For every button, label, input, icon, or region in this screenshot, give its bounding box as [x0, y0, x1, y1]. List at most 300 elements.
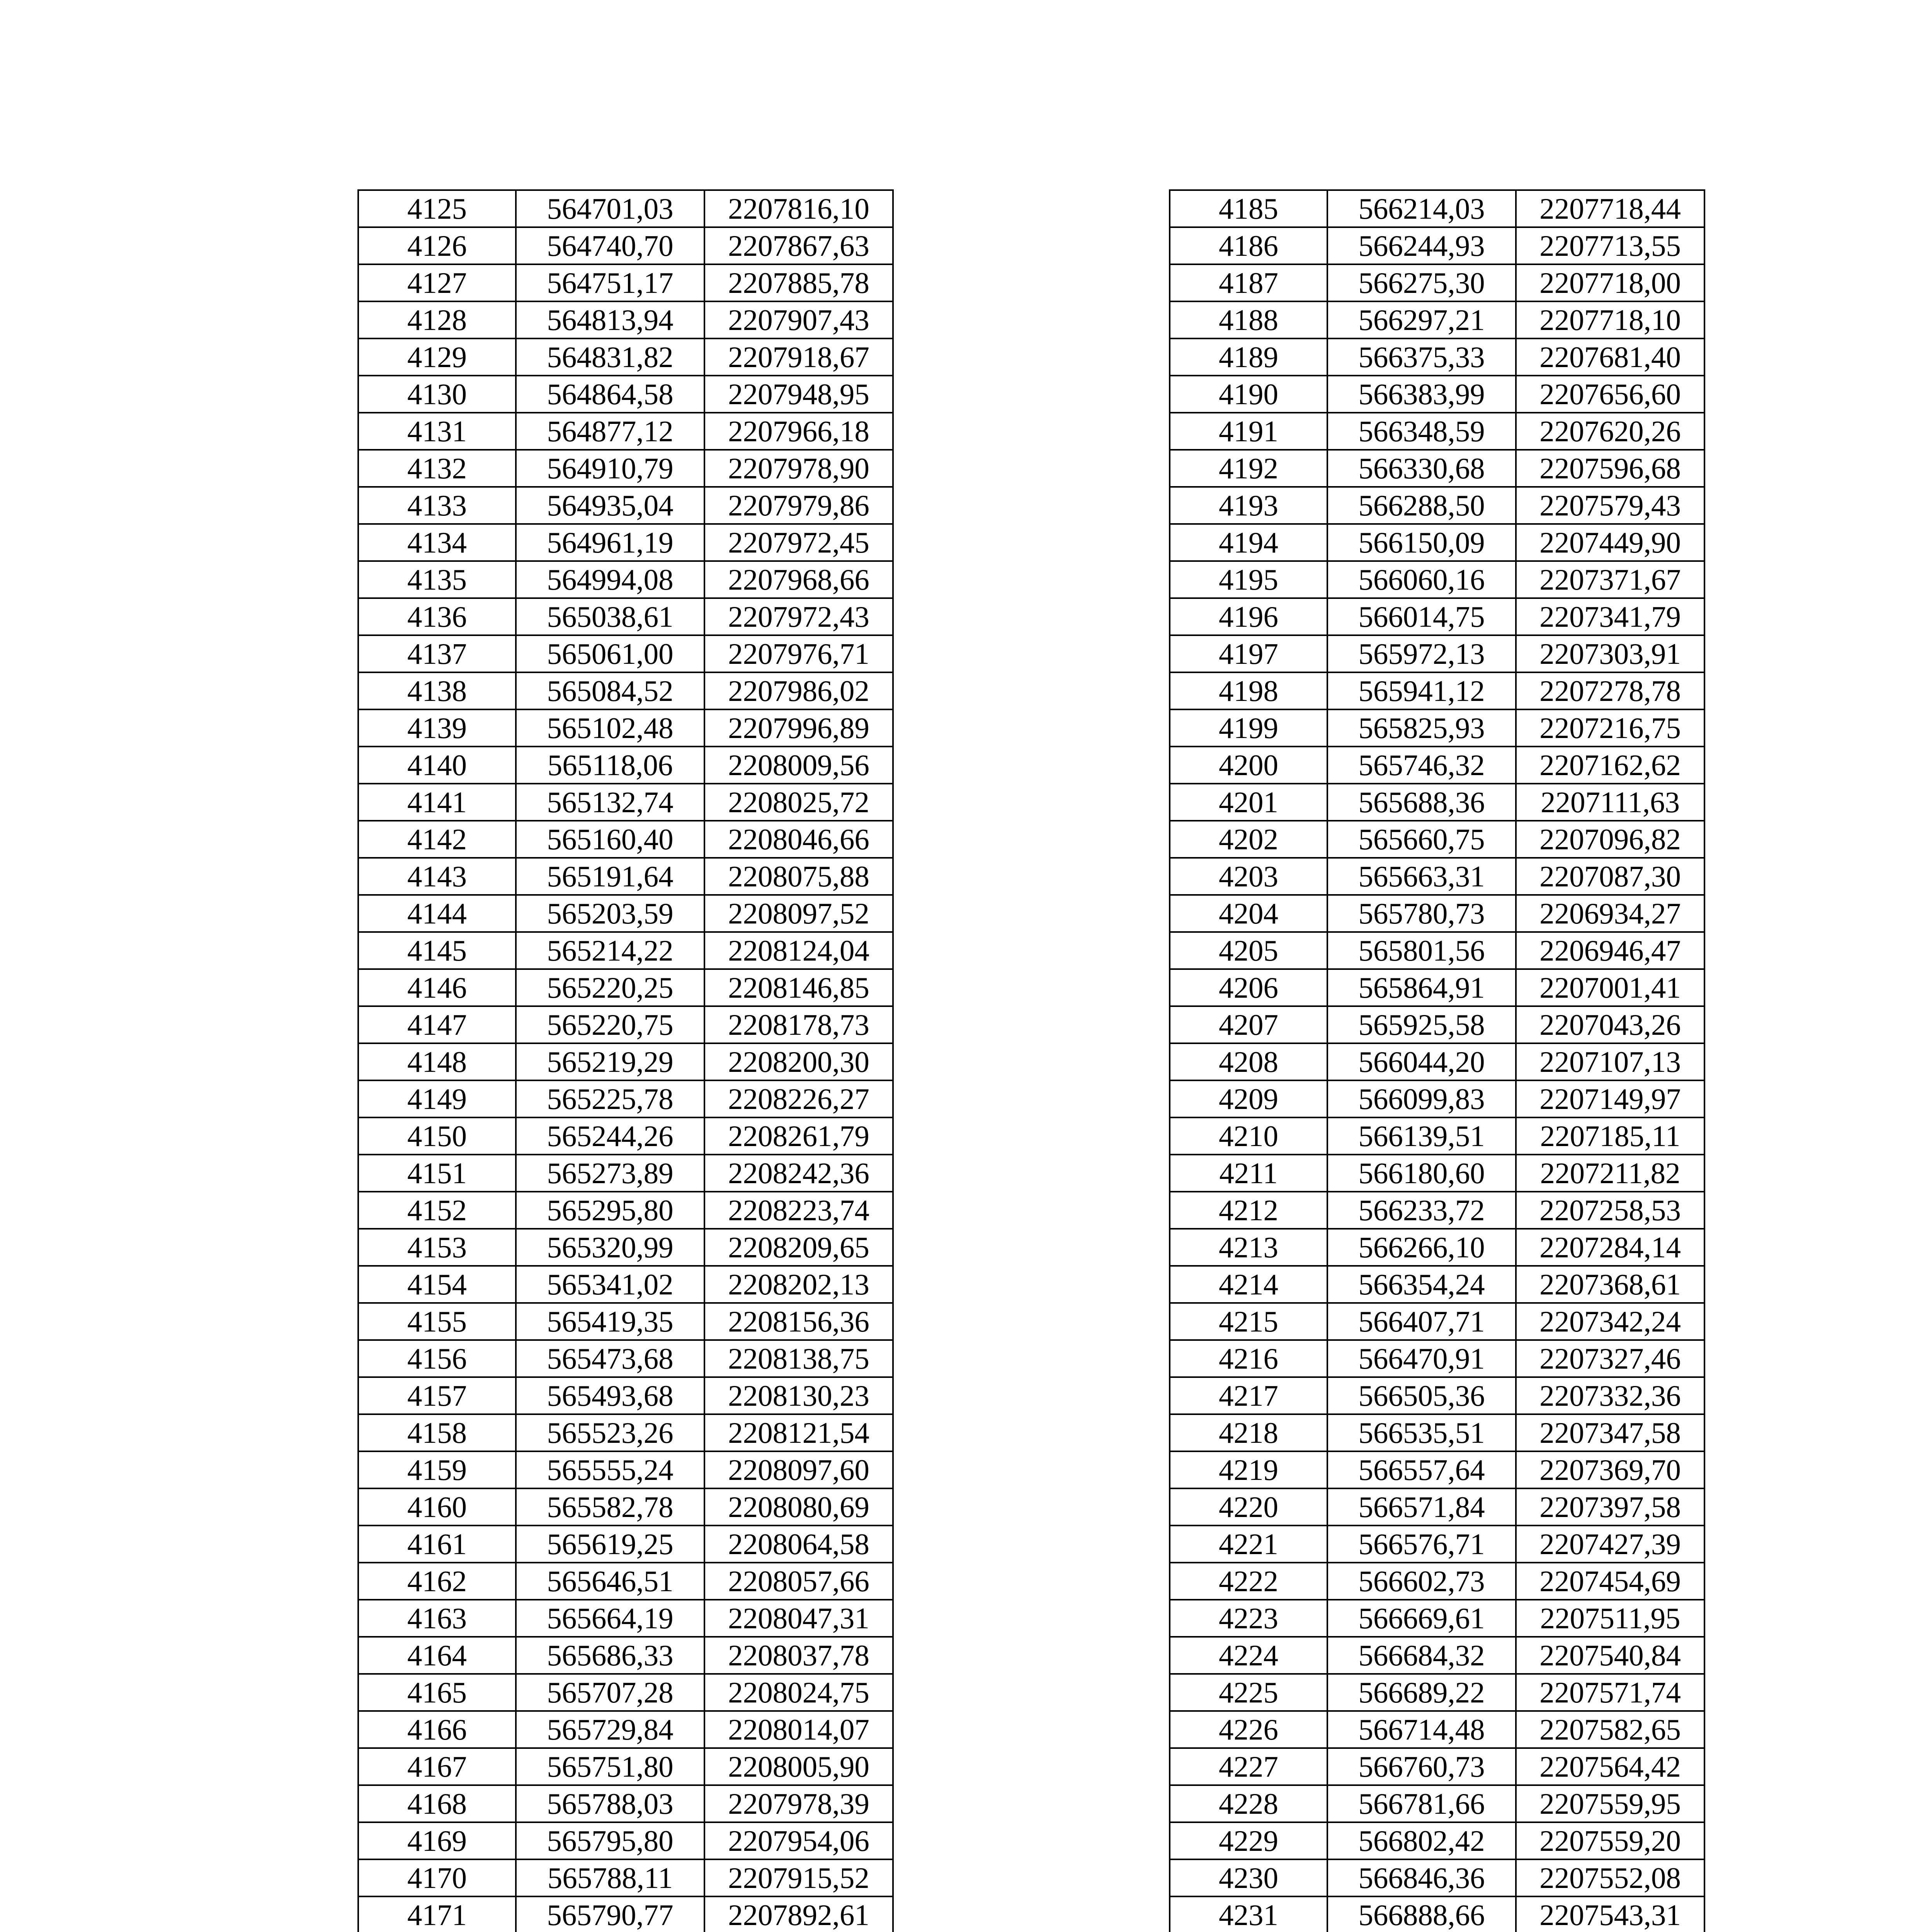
- x-coordinate-cell: 566214,03: [1327, 190, 1516, 227]
- y-coordinate-cell: 2207211,82: [1516, 1155, 1704, 1192]
- point-number-cell: 4142: [358, 821, 516, 858]
- point-number-cell: 4225: [1170, 1674, 1327, 1711]
- table-row: [358, 1414, 893, 1451]
- x-coordinate-cell: 564813,94: [516, 301, 704, 338]
- y-coordinate-cell: 2207979,86: [704, 487, 893, 524]
- point-number-cell: 4215: [1170, 1303, 1327, 1340]
- y-coordinate-cell: 2207543,31: [1516, 1896, 1704, 1932]
- y-coordinate-cell: 2207327,46: [1516, 1340, 1704, 1377]
- table-row: [1170, 635, 1704, 672]
- table-row: [358, 1526, 893, 1563]
- x-coordinate-cell: 565788,11: [516, 1859, 704, 1896]
- x-coordinate-cell: 566297,21: [1327, 301, 1516, 338]
- table-row: [1170, 413, 1704, 450]
- x-coordinate-cell: 566233,72: [1327, 1192, 1516, 1229]
- point-number-cell: 4201: [1170, 784, 1327, 821]
- x-coordinate-cell: 565941,12: [1327, 672, 1516, 709]
- x-coordinate-cell: 565160,40: [516, 821, 704, 858]
- y-coordinate-cell: 2207885,78: [704, 264, 893, 301]
- y-coordinate-cell: 2208080,69: [704, 1488, 893, 1526]
- y-coordinate-cell: 2206934,27: [1516, 895, 1704, 932]
- point-number-cell: 4153: [358, 1229, 516, 1266]
- x-coordinate-cell: 566150,09: [1327, 524, 1516, 561]
- point-number-cell: 4218: [1170, 1414, 1327, 1451]
- point-number-cell: 4221: [1170, 1526, 1327, 1563]
- point-number-cell: 4166: [358, 1711, 516, 1748]
- point-number-cell: 4162: [358, 1563, 516, 1600]
- x-coordinate-cell: 566846,36: [1327, 1859, 1516, 1896]
- point-number-cell: 4190: [1170, 376, 1327, 413]
- table-row: [358, 1674, 893, 1711]
- point-number-cell: 4138: [358, 672, 516, 709]
- point-number-cell: 4165: [358, 1674, 516, 1711]
- table-row: [1170, 1488, 1704, 1526]
- table-row: [358, 672, 893, 709]
- x-coordinate-cell: 565664,19: [516, 1600, 704, 1637]
- x-coordinate-cell: 565788,03: [516, 1785, 704, 1822]
- x-coordinate-cell: 566888,66: [1327, 1896, 1516, 1932]
- y-coordinate-cell: 2208097,60: [704, 1451, 893, 1488]
- point-number-cell: 4155: [358, 1303, 516, 1340]
- y-coordinate-cell: 2207347,58: [1516, 1414, 1704, 1451]
- y-coordinate-cell: 2208261,79: [704, 1117, 893, 1155]
- x-coordinate-cell: 565273,89: [516, 1155, 704, 1192]
- table-row: [1170, 1043, 1704, 1080]
- table-row: [358, 1266, 893, 1303]
- table-row: [358, 487, 893, 524]
- table-row: [1170, 598, 1704, 635]
- table-row: [358, 598, 893, 635]
- table-row: [1170, 709, 1704, 747]
- point-number-cell: 4134: [358, 524, 516, 561]
- point-number-cell: 4136: [358, 598, 516, 635]
- y-coordinate-cell: 2207972,43: [704, 598, 893, 635]
- x-coordinate-cell: 565780,73: [1327, 895, 1516, 932]
- table-row: [358, 858, 893, 895]
- y-coordinate-cell: 2208156,36: [704, 1303, 893, 1340]
- table-row: [358, 1117, 893, 1155]
- x-coordinate-cell: 565203,59: [516, 895, 704, 932]
- table-row: [1170, 1711, 1704, 1748]
- x-coordinate-cell: 565663,31: [1327, 858, 1516, 895]
- point-number-cell: 4144: [358, 895, 516, 932]
- table-row: [1170, 1080, 1704, 1117]
- point-number-cell: 4229: [1170, 1822, 1327, 1859]
- point-number-cell: 4163: [358, 1600, 516, 1637]
- x-coordinate-cell: 565523,26: [516, 1414, 704, 1451]
- coordinates-table-body: [358, 190, 893, 1932]
- x-coordinate-cell: 566689,22: [1327, 1674, 1516, 1711]
- point-number-cell: 4192: [1170, 450, 1327, 487]
- point-number-cell: 4216: [1170, 1340, 1327, 1377]
- x-coordinate-cell: 566060,16: [1327, 561, 1516, 598]
- x-coordinate-cell: 565972,13: [1327, 635, 1516, 672]
- x-coordinate-cell: 565582,78: [516, 1488, 704, 1526]
- y-coordinate-cell: 2207681,40: [1516, 338, 1704, 376]
- point-number-cell: 4147: [358, 1006, 516, 1043]
- table-row: [358, 1711, 893, 1748]
- x-coordinate-cell: 566375,33: [1327, 338, 1516, 376]
- table-row: [1170, 487, 1704, 524]
- y-coordinate-cell: 2208005,90: [704, 1748, 893, 1785]
- point-number-cell: 4135: [358, 561, 516, 598]
- point-number-cell: 4224: [1170, 1637, 1327, 1674]
- table-row: [358, 747, 893, 784]
- x-coordinate-cell: 565341,02: [516, 1266, 704, 1303]
- table-row: [1170, 1192, 1704, 1229]
- x-coordinate-cell: 565707,28: [516, 1674, 704, 1711]
- x-coordinate-cell: 565220,75: [516, 1006, 704, 1043]
- point-number-cell: 4208: [1170, 1043, 1327, 1080]
- x-coordinate-cell: 564751,17: [516, 264, 704, 301]
- point-number-cell: 4150: [358, 1117, 516, 1155]
- y-coordinate-cell: 2208046,66: [704, 821, 893, 858]
- table-row: [1170, 1229, 1704, 1266]
- x-coordinate-cell: 564935,04: [516, 487, 704, 524]
- table-row: [1170, 227, 1704, 264]
- x-coordinate-cell: 566602,73: [1327, 1563, 1516, 1600]
- table-row: [1170, 190, 1704, 227]
- point-number-cell: 4213: [1170, 1229, 1327, 1266]
- coordinates-table-left: [357, 189, 894, 1932]
- point-number-cell: 4161: [358, 1526, 516, 1563]
- x-coordinate-cell: 565214,22: [516, 932, 704, 969]
- y-coordinate-cell: 2207986,02: [704, 672, 893, 709]
- point-number-cell: 4164: [358, 1637, 516, 1674]
- y-coordinate-cell: 2207559,95: [1516, 1785, 1704, 1822]
- table-row: [358, 1303, 893, 1340]
- y-coordinate-cell: 2207579,43: [1516, 487, 1704, 524]
- y-coordinate-cell: 2207571,74: [1516, 1674, 1704, 1711]
- table-row: [358, 1785, 893, 1822]
- point-number-cell: 4126: [358, 227, 516, 264]
- y-coordinate-cell: 2207258,53: [1516, 1192, 1704, 1229]
- table-row: [358, 709, 893, 747]
- y-coordinate-cell: 2207713,55: [1516, 227, 1704, 264]
- point-number-cell: 4152: [358, 1192, 516, 1229]
- y-coordinate-cell: 2207718,00: [1516, 264, 1704, 301]
- x-coordinate-cell: 566330,68: [1327, 450, 1516, 487]
- y-coordinate-cell: 2208138,75: [704, 1340, 893, 1377]
- y-coordinate-cell: 2208242,36: [704, 1155, 893, 1192]
- point-number-cell: 4149: [358, 1080, 516, 1117]
- x-coordinate-cell: 564877,12: [516, 413, 704, 450]
- point-number-cell: 4209: [1170, 1080, 1327, 1117]
- y-coordinate-cell: 2207907,43: [704, 301, 893, 338]
- point-number-cell: 4168: [358, 1785, 516, 1822]
- point-number-cell: 4212: [1170, 1192, 1327, 1229]
- y-coordinate-cell: 2207968,66: [704, 561, 893, 598]
- table-row: [1170, 1340, 1704, 1377]
- point-number-cell: 4223: [1170, 1600, 1327, 1637]
- x-coordinate-cell: 564831,82: [516, 338, 704, 376]
- point-number-cell: 4198: [1170, 672, 1327, 709]
- point-number-cell: 4141: [358, 784, 516, 821]
- y-coordinate-cell: 2208037,78: [704, 1637, 893, 1674]
- table-row: [358, 264, 893, 301]
- table-row: [358, 1155, 893, 1192]
- y-coordinate-cell: 2207978,90: [704, 450, 893, 487]
- point-number-cell: 4158: [358, 1414, 516, 1451]
- y-coordinate-cell: 2207284,14: [1516, 1229, 1704, 1266]
- y-coordinate-cell: 2207278,78: [1516, 672, 1704, 709]
- table-row: [1170, 1674, 1704, 1711]
- point-number-cell: 4203: [1170, 858, 1327, 895]
- table-row: [358, 1340, 893, 1377]
- point-number-cell: 4199: [1170, 709, 1327, 747]
- table-row: [358, 784, 893, 821]
- x-coordinate-cell: 565102,48: [516, 709, 704, 747]
- point-number-cell: 4143: [358, 858, 516, 895]
- point-number-cell: 4159: [358, 1451, 516, 1488]
- point-number-cell: 4170: [358, 1859, 516, 1896]
- y-coordinate-cell: 2207718,10: [1516, 301, 1704, 338]
- y-coordinate-cell: 2208024,75: [704, 1674, 893, 1711]
- x-coordinate-cell: 566348,59: [1327, 413, 1516, 450]
- point-number-cell: 4231: [1170, 1896, 1327, 1932]
- x-coordinate-cell: 566099,83: [1327, 1080, 1516, 1117]
- x-coordinate-cell: 566139,51: [1327, 1117, 1516, 1155]
- y-coordinate-cell: 2207582,65: [1516, 1711, 1704, 1748]
- y-coordinate-cell: 2208178,73: [704, 1006, 893, 1043]
- point-number-cell: 4197: [1170, 635, 1327, 672]
- y-coordinate-cell: 2207915,52: [704, 1859, 893, 1896]
- coordinates-table-body: [1170, 190, 1704, 1932]
- x-coordinate-cell: 566470,91: [1327, 1340, 1516, 1377]
- x-coordinate-cell: 565118,06: [516, 747, 704, 784]
- y-coordinate-cell: 2208121,54: [704, 1414, 893, 1451]
- point-number-cell: 4194: [1170, 524, 1327, 561]
- table-row: [358, 1563, 893, 1600]
- y-coordinate-cell: 2208097,52: [704, 895, 893, 932]
- point-number-cell: 4220: [1170, 1488, 1327, 1526]
- point-number-cell: 4130: [358, 376, 516, 413]
- x-coordinate-cell: 565646,51: [516, 1563, 704, 1600]
- table-row: [358, 1748, 893, 1785]
- x-coordinate-cell: 566714,48: [1327, 1711, 1516, 1748]
- y-coordinate-cell: 2207596,68: [1516, 450, 1704, 487]
- table-row: [1170, 747, 1704, 784]
- y-coordinate-cell: 2207976,71: [704, 635, 893, 672]
- x-coordinate-cell: 565132,74: [516, 784, 704, 821]
- table-row: [1170, 1006, 1704, 1043]
- table-row: [1170, 1303, 1704, 1340]
- table-row: [1170, 932, 1704, 969]
- y-coordinate-cell: 2207427,39: [1516, 1526, 1704, 1563]
- y-coordinate-cell: 2207043,26: [1516, 1006, 1704, 1043]
- y-coordinate-cell: 2207096,82: [1516, 821, 1704, 858]
- table-row: [358, 1822, 893, 1859]
- x-coordinate-cell: 565688,36: [1327, 784, 1516, 821]
- y-coordinate-cell: 2207564,42: [1516, 1748, 1704, 1785]
- y-coordinate-cell: 2207972,45: [704, 524, 893, 561]
- y-coordinate-cell: 2207001,41: [1516, 969, 1704, 1006]
- point-number-cell: 4202: [1170, 821, 1327, 858]
- table-row: [358, 1043, 893, 1080]
- x-coordinate-cell: 565619,25: [516, 1526, 704, 1563]
- x-coordinate-cell: 566383,99: [1327, 376, 1516, 413]
- y-coordinate-cell: 2207397,58: [1516, 1488, 1704, 1526]
- y-coordinate-cell: 2208025,72: [704, 784, 893, 821]
- x-coordinate-cell: 566760,73: [1327, 1748, 1516, 1785]
- x-coordinate-cell: 565219,29: [516, 1043, 704, 1080]
- x-coordinate-cell: 565244,26: [516, 1117, 704, 1155]
- table-row: [358, 1859, 893, 1896]
- y-coordinate-cell: 2207369,70: [1516, 1451, 1704, 1488]
- point-number-cell: 4151: [358, 1155, 516, 1192]
- table-row: [358, 1006, 893, 1043]
- y-coordinate-cell: 2208130,23: [704, 1377, 893, 1414]
- table-row: [358, 1080, 893, 1117]
- y-coordinate-cell: 2208064,58: [704, 1526, 893, 1563]
- y-coordinate-cell: 2208200,30: [704, 1043, 893, 1080]
- y-coordinate-cell: 2207656,60: [1516, 376, 1704, 413]
- y-coordinate-cell: 2208202,13: [704, 1266, 893, 1303]
- table-row: [1170, 1859, 1704, 1896]
- y-coordinate-cell: 2207867,63: [704, 227, 893, 264]
- y-coordinate-cell: 2207216,75: [1516, 709, 1704, 747]
- table-row: [1170, 1117, 1704, 1155]
- table-row: [1170, 1637, 1704, 1674]
- y-coordinate-cell: 2207185,11: [1516, 1117, 1704, 1155]
- table-row: [358, 450, 893, 487]
- table-row: [358, 1896, 893, 1932]
- table-row: [358, 561, 893, 598]
- x-coordinate-cell: 566180,60: [1327, 1155, 1516, 1192]
- point-number-cell: 4214: [1170, 1266, 1327, 1303]
- y-coordinate-cell: 2206946,47: [1516, 932, 1704, 969]
- point-number-cell: 4154: [358, 1266, 516, 1303]
- point-number-cell: 4140: [358, 747, 516, 784]
- table-row: [1170, 561, 1704, 598]
- point-number-cell: 4128: [358, 301, 516, 338]
- x-coordinate-cell: 565660,75: [1327, 821, 1516, 858]
- x-coordinate-cell: 566781,66: [1327, 1785, 1516, 1822]
- point-number-cell: 4189: [1170, 338, 1327, 376]
- x-coordinate-cell: 566275,30: [1327, 264, 1516, 301]
- x-coordinate-cell: 565790,77: [516, 1896, 704, 1932]
- point-number-cell: 4187: [1170, 264, 1327, 301]
- y-coordinate-cell: 2208009,56: [704, 747, 893, 784]
- x-coordinate-cell: 564910,79: [516, 450, 704, 487]
- table-row: [1170, 895, 1704, 932]
- table-row: [1170, 1526, 1704, 1563]
- x-coordinate-cell: 565746,32: [1327, 747, 1516, 784]
- point-number-cell: 4228: [1170, 1785, 1327, 1822]
- table-row: [358, 227, 893, 264]
- table-row: [358, 338, 893, 376]
- y-coordinate-cell: 2207332,36: [1516, 1377, 1704, 1414]
- table-row: [1170, 969, 1704, 1006]
- point-number-cell: 4185: [1170, 190, 1327, 227]
- y-coordinate-cell: 2207449,90: [1516, 524, 1704, 561]
- table-row: [1170, 264, 1704, 301]
- table-row: [358, 895, 893, 932]
- x-coordinate-cell: 564994,08: [516, 561, 704, 598]
- y-coordinate-cell: 2207341,79: [1516, 598, 1704, 635]
- x-coordinate-cell: 565473,68: [516, 1340, 704, 1377]
- y-coordinate-cell: 2208047,31: [704, 1600, 893, 1637]
- point-number-cell: 4137: [358, 635, 516, 672]
- y-coordinate-cell: 2207107,13: [1516, 1043, 1704, 1080]
- table-row: [1170, 1600, 1704, 1637]
- y-coordinate-cell: 2207620,26: [1516, 413, 1704, 450]
- y-coordinate-cell: 2207368,61: [1516, 1266, 1704, 1303]
- point-number-cell: 4191: [1170, 413, 1327, 450]
- y-coordinate-cell: 2207918,67: [704, 338, 893, 376]
- point-number-cell: 4217: [1170, 1377, 1327, 1414]
- point-number-cell: 4200: [1170, 747, 1327, 784]
- y-coordinate-cell: 2207948,95: [704, 376, 893, 413]
- table-row: [1170, 338, 1704, 376]
- table-row: [358, 376, 893, 413]
- table-row: [1170, 1266, 1704, 1303]
- table-row: [1170, 1748, 1704, 1785]
- x-coordinate-cell: 565825,93: [1327, 709, 1516, 747]
- point-number-cell: 4139: [358, 709, 516, 747]
- x-coordinate-cell: 565795,80: [516, 1822, 704, 1859]
- table-row: [1170, 376, 1704, 413]
- x-coordinate-cell: 565320,99: [516, 1229, 704, 1266]
- point-number-cell: 4131: [358, 413, 516, 450]
- table-row: [1170, 784, 1704, 821]
- x-coordinate-cell: 565295,80: [516, 1192, 704, 1229]
- point-number-cell: 4171: [358, 1896, 516, 1932]
- y-coordinate-cell: 2207087,30: [1516, 858, 1704, 895]
- y-coordinate-cell: 2207954,06: [704, 1822, 893, 1859]
- point-number-cell: 4167: [358, 1748, 516, 1785]
- y-coordinate-cell: 2207559,20: [1516, 1822, 1704, 1859]
- point-number-cell: 4145: [358, 932, 516, 969]
- table-row: [358, 821, 893, 858]
- table-row: [358, 301, 893, 338]
- point-number-cell: 4127: [358, 264, 516, 301]
- table-row: [1170, 821, 1704, 858]
- table-row: [1170, 672, 1704, 709]
- table-row: [358, 1637, 893, 1674]
- y-coordinate-cell: 2207996,89: [704, 709, 893, 747]
- x-coordinate-cell: 566669,61: [1327, 1600, 1516, 1637]
- y-coordinate-cell: 2207966,18: [704, 413, 893, 450]
- x-coordinate-cell: 565751,80: [516, 1748, 704, 1785]
- point-number-cell: 4210: [1170, 1117, 1327, 1155]
- table-row: [1170, 858, 1704, 895]
- point-number-cell: 4195: [1170, 561, 1327, 598]
- point-number-cell: 4193: [1170, 487, 1327, 524]
- x-coordinate-cell: 565191,64: [516, 858, 704, 895]
- y-coordinate-cell: 2207342,24: [1516, 1303, 1704, 1340]
- point-number-cell: 4125: [358, 190, 516, 227]
- point-number-cell: 4205: [1170, 932, 1327, 969]
- table-row: [1170, 1822, 1704, 1859]
- x-coordinate-cell: 566684,32: [1327, 1637, 1516, 1674]
- x-coordinate-cell: 566014,75: [1327, 598, 1516, 635]
- y-coordinate-cell: 2207149,97: [1516, 1080, 1704, 1117]
- x-coordinate-cell: 566557,64: [1327, 1451, 1516, 1488]
- x-coordinate-cell: 566266,10: [1327, 1229, 1516, 1266]
- x-coordinate-cell: 566354,24: [1327, 1266, 1516, 1303]
- table-row: [1170, 1563, 1704, 1600]
- point-number-cell: 4188: [1170, 301, 1327, 338]
- x-coordinate-cell: 565801,56: [1327, 932, 1516, 969]
- table-row: [358, 635, 893, 672]
- x-coordinate-cell: 565493,68: [516, 1377, 704, 1414]
- y-coordinate-cell: 2208209,65: [704, 1229, 893, 1266]
- x-coordinate-cell: 564701,03: [516, 190, 704, 227]
- table-row: [358, 1488, 893, 1526]
- y-coordinate-cell: 2207540,84: [1516, 1637, 1704, 1674]
- y-coordinate-cell: 2207816,10: [704, 190, 893, 227]
